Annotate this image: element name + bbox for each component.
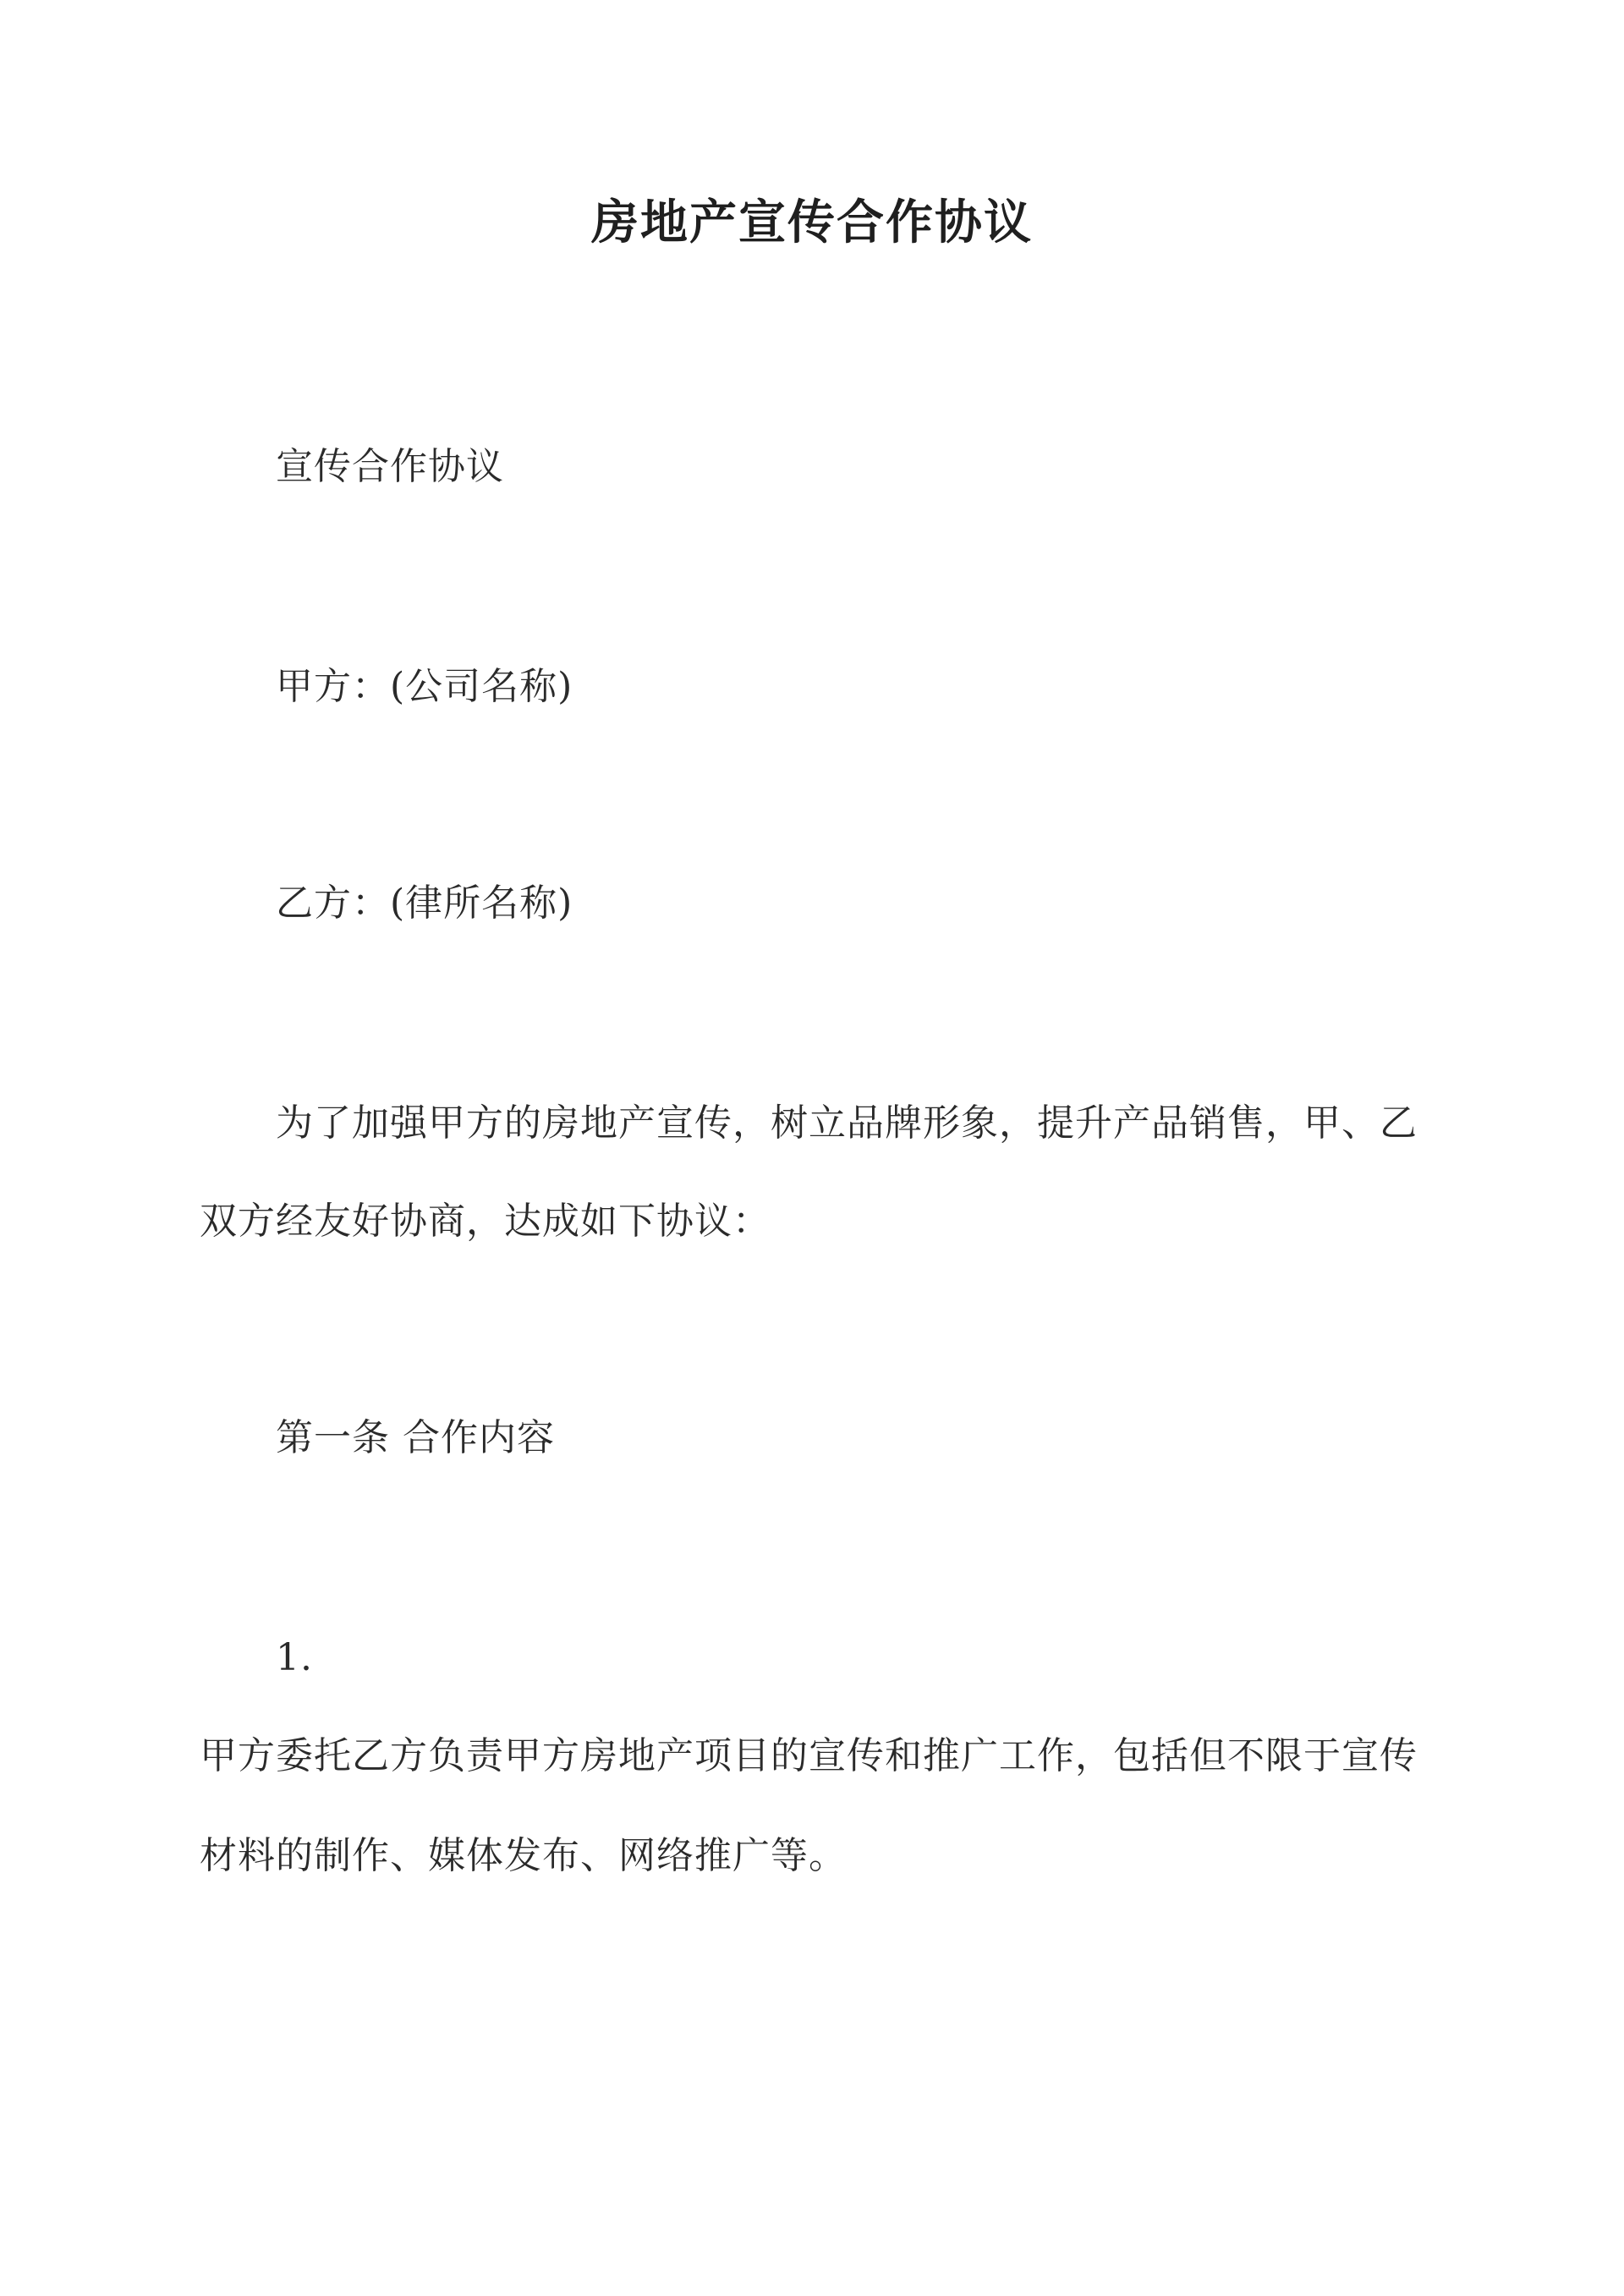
subtitle: 宣传合作协议 (276, 445, 504, 488)
article-1-item-number: 1. (276, 1636, 313, 1679)
article-1-heading: 第一条 合作内容 (276, 1416, 555, 1459)
article-1-item-line-1: 甲方委托乙方负责甲方房地产项目的宣传和推广工作，包括但不限于宣传 (200, 1734, 1418, 1777)
preamble-line-1: 为了加强甲方的房地产宣传，树立品牌形象，提升产品销售，甲、乙 (276, 1101, 1418, 1145)
article-1-item-line-2: 材料的制作、媒体发布、网络推广等。 (200, 1834, 847, 1877)
preamble-line-2: 双方经友好协商，达成如下协议： (200, 1200, 771, 1243)
party-a-line: 甲方：(公司名称) (276, 665, 573, 708)
party-b-line: 乙方：(律所名称) (276, 882, 573, 925)
document-title: 房地产宣传合作协议 (591, 195, 1033, 250)
